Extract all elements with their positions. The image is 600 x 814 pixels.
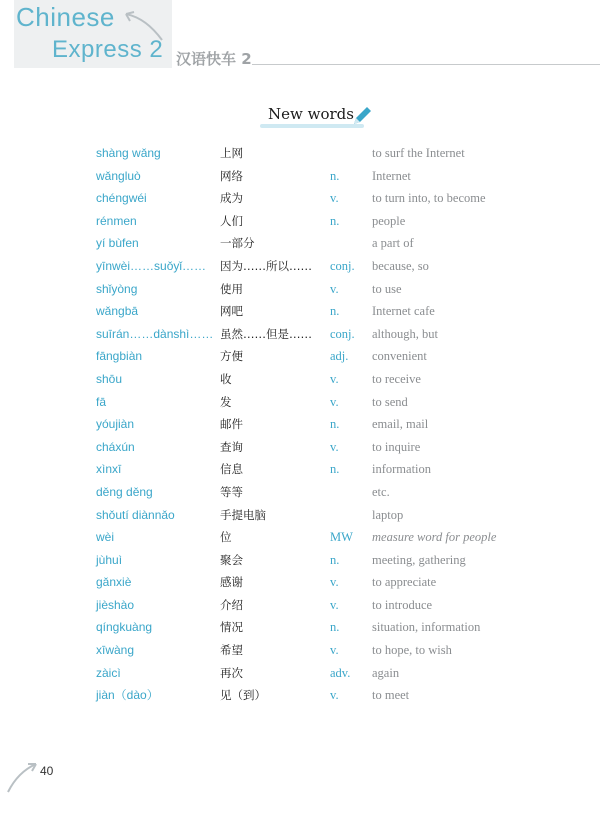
vocab-part-of-speech: conj.: [330, 326, 355, 341]
vocab-hanzi: 见（到）: [220, 688, 266, 703]
vocab-row: [96, 391, 566, 414]
vocab-hanzi: 手提电脑: [220, 507, 266, 522]
vocab-meaning: laptop: [372, 507, 404, 522]
vocab-row: [96, 323, 566, 346]
vocab-row: [96, 165, 566, 188]
vocab-meaning: to turn into, to become: [372, 191, 486, 206]
vocab-pinyin: yīnwèi……suǒyǐ……: [96, 258, 207, 273]
vocab-part-of-speech: adj.: [330, 349, 349, 364]
vocab-pinyin: gǎnxiè: [96, 575, 132, 590]
vocab-pinyin: fā: [96, 394, 107, 409]
vocab-row: [96, 594, 566, 617]
vocab-meaning: meeting, gathering: [372, 552, 466, 567]
vocab-meaning: to appreciate: [372, 575, 437, 590]
vocab-meaning: to inquire: [372, 439, 421, 454]
vocab-hanzi: 发: [220, 394, 232, 409]
vocab-meaning: to surf the Internet: [372, 146, 465, 160]
vocab-part-of-speech: n.: [330, 213, 340, 228]
vocab-hanzi: 信息: [220, 462, 243, 477]
vocab-row: [96, 210, 566, 233]
vocab-meaning: information: [372, 462, 432, 477]
vocab-part-of-speech: v.: [330, 575, 339, 590]
vocab-hanzi: 邮件: [220, 417, 243, 432]
vocab-meaning: to use: [372, 281, 402, 296]
vocab-hanzi: 收: [220, 371, 232, 386]
section-title-underline: [260, 124, 364, 128]
vocab-meaning: to introduce: [372, 597, 433, 612]
vocab-part-of-speech: v.: [330, 371, 339, 386]
vocab-pinyin: suīrán……dànshì……: [96, 326, 214, 341]
vocab-meaning: to receive: [372, 371, 421, 386]
vocab-meaning: again: [372, 665, 400, 680]
vocab-hanzi: 查询: [220, 439, 243, 454]
vocab-hanzi: 介绍: [220, 597, 243, 612]
vocab-pinyin: xìnxī: [96, 462, 122, 477]
vocab-part-of-speech: n.: [330, 417, 340, 432]
header-divider: [252, 64, 600, 65]
vocab-part-of-speech: v.: [330, 281, 339, 296]
vocab-hanzi: 上网: [220, 146, 243, 160]
vocab-hanzi: 希望: [220, 643, 243, 658]
vocab-row: [96, 662, 566, 685]
vocab-row: [96, 345, 566, 368]
vocab-hanzi: 虽然……但是……: [220, 326, 312, 341]
vocab-pinyin: wèi: [96, 530, 115, 545]
vocab-meaning: convenient: [372, 349, 427, 364]
vocab-pinyin: rénmen: [96, 213, 137, 228]
vocab-pinyin: wǎngbā: [96, 304, 139, 319]
vocab-part-of-speech: v.: [330, 643, 339, 658]
vocab-hanzi: 等等: [220, 484, 243, 499]
pen-icon: [350, 104, 374, 128]
vocab-pinyin: jùhuì: [96, 552, 123, 567]
section-title: [258, 102, 378, 132]
vocab-pinyin: yóujiàn: [96, 417, 135, 432]
vocab-row: [96, 616, 566, 639]
vocab-row: [96, 413, 566, 436]
vocab-row: [96, 300, 566, 323]
vocab-row: [96, 187, 566, 210]
vocab-part-of-speech: v.: [330, 688, 339, 703]
vocab-row: [96, 255, 566, 278]
brand-title-line2: Express 2: [52, 36, 164, 63]
vocab-meaning: because, so: [372, 258, 429, 273]
vocab-pinyin: shōu: [96, 371, 123, 386]
vocab-hanzi: 使用: [220, 281, 243, 296]
vocab-pinyin: jièshào: [96, 597, 135, 612]
vocab-row: [96, 142, 566, 165]
vocab-row: [96, 481, 566, 504]
vocab-pinyin: shǐyòng: [96, 281, 138, 296]
vocab-hanzi: 网络: [220, 168, 243, 183]
vocab-pinyin: zàicì: [96, 665, 121, 680]
vocab-hanzi: 成为: [220, 191, 243, 206]
vocab-meaning: people: [372, 213, 406, 228]
brand-title-chinese: 汉语快车 2: [176, 50, 252, 68]
vocab-pinyin: xīwàng: [96, 643, 135, 658]
vocab-part-of-speech: n.: [330, 620, 340, 635]
vocab-row: [96, 368, 566, 391]
vocab-hanzi: 情况: [220, 620, 243, 635]
vocab-hanzi: 再次: [220, 665, 243, 680]
page-number: 40: [40, 764, 54, 778]
vocab-part-of-speech: n.: [330, 462, 340, 477]
vocab-hanzi: 感谢: [220, 575, 243, 590]
vocab-meaning: a part of: [372, 236, 414, 251]
vocab-part-of-speech: v.: [330, 191, 339, 206]
vocab-row: [96, 639, 566, 662]
vocab-row: [96, 504, 566, 527]
vocab-pinyin: qíngkuàng: [96, 620, 153, 635]
vocab-part-of-speech: n.: [330, 304, 340, 319]
vocab-meaning: to send: [372, 394, 408, 409]
vocabulary-list: [96, 142, 566, 707]
vocab-pinyin: yí bùfen: [96, 236, 139, 251]
vocab-pinyin: shàng wǎng: [96, 146, 161, 160]
vocab-part-of-speech: v.: [330, 439, 339, 454]
vocab-pinyin: děng děng: [96, 484, 153, 499]
page-header: [14, 0, 600, 72]
swoosh-icon: [6, 758, 40, 796]
vocab-meaning: Internet: [372, 168, 411, 183]
vocab-meaning: situation, information: [372, 620, 481, 635]
vocab-meaning: Internet cafe: [372, 304, 435, 319]
vocab-part-of-speech: n.: [330, 168, 340, 183]
vocab-part-of-speech: adv.: [330, 665, 351, 680]
vocab-row: [96, 549, 566, 572]
vocab-row: [96, 526, 566, 549]
vocab-meaning: etc.: [372, 484, 390, 499]
vocab-pinyin: wǎngluò: [96, 168, 141, 183]
vocab-meaning: measure word for people: [372, 530, 497, 545]
vocab-hanzi: 方便: [220, 349, 243, 364]
vocab-part-of-speech: conj.: [330, 258, 355, 273]
vocab-row: [96, 458, 566, 481]
vocab-meaning: to meet: [372, 688, 410, 703]
vocab-part-of-speech: n.: [330, 552, 340, 567]
vocab-hanzi: 人们: [220, 213, 243, 228]
vocab-row: [96, 571, 566, 594]
vocab-hanzi: 一部分: [220, 236, 255, 251]
vocab-row: [96, 684, 566, 707]
vocab-part-of-speech: v.: [330, 394, 339, 409]
vocab-hanzi: 位: [220, 530, 232, 545]
vocab-hanzi: 聚会: [220, 552, 243, 567]
vocab-hanzi: 网吧: [220, 304, 243, 319]
vocab-part-of-speech: v.: [330, 597, 339, 612]
vocab-meaning: to hope, to wish: [372, 643, 452, 658]
brand-title-line1: Chinese: [16, 2, 115, 32]
vocab-row: [96, 232, 566, 255]
vocab-part-of-speech: MW: [330, 530, 353, 545]
vocab-pinyin: jiàn（dào）: [96, 688, 159, 703]
vocab-row: [96, 436, 566, 459]
vocab-hanzi: 因为……所以……: [220, 258, 312, 273]
vocab-meaning: email, mail: [372, 417, 429, 432]
section-title-text: New words: [268, 105, 354, 123]
vocab-pinyin: shǒutí diànnǎo: [96, 507, 175, 522]
vocab-pinyin: cháxún: [96, 439, 135, 454]
vocab-meaning: although, but: [372, 326, 438, 341]
vocab-row: [96, 278, 566, 301]
vocab-pinyin: fāngbiàn: [96, 349, 143, 364]
vocab-pinyin: chéngwéi: [96, 191, 147, 206]
